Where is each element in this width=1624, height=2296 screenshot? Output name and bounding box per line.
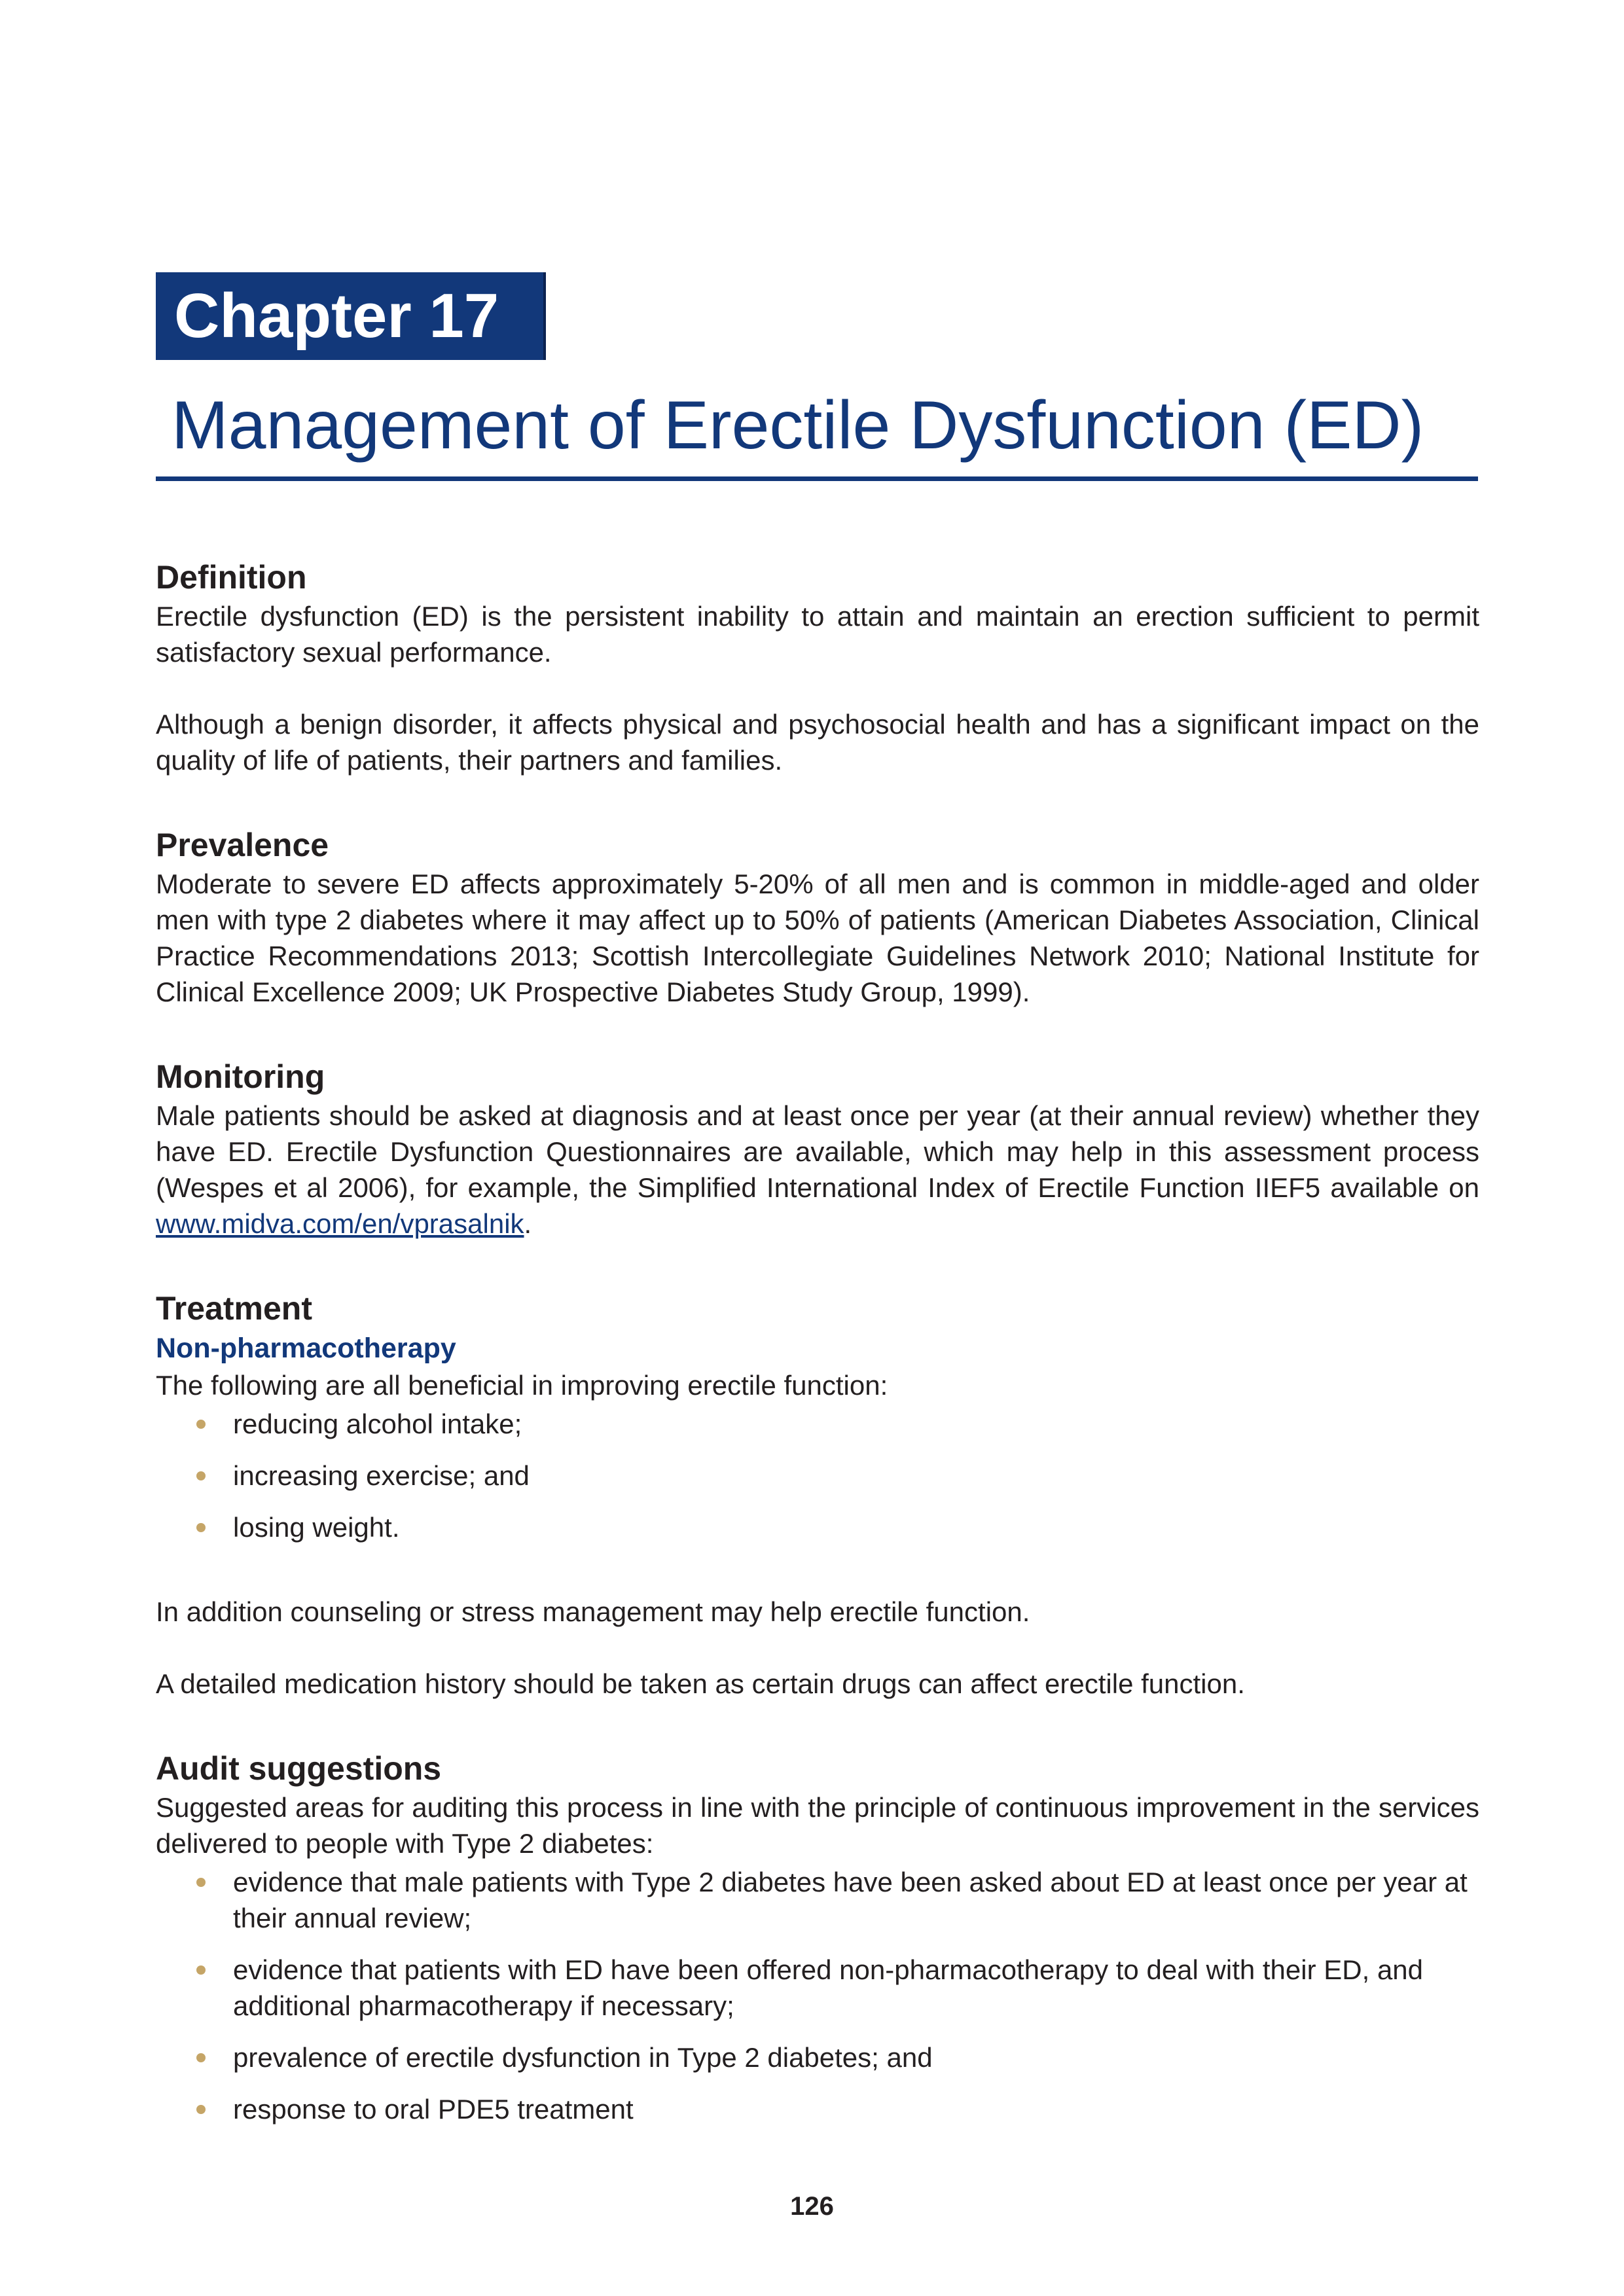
treatment-paragraph-2: In addition counseling or stress management may help erectile function. — [156, 1596, 1030, 1627]
chapter-title: Management of Erectile Dysfunction (ED) — [171, 387, 1424, 463]
prevalence-heading: Prevalence — [156, 827, 329, 863]
definition-paragraph-1: Erectile dysfunction (ED) is the persistent inability to attain and maintain an erection sufficient to permit satisfactory sexual performance. — [156, 601, 1479, 668]
monitoring-heading: Monitoring — [156, 1058, 325, 1095]
bullet-icon — [196, 1471, 206, 1480]
treatment-intro: The following are all beneficial in improving erectile function: — [156, 1370, 888, 1401]
page-number: 126 — [790, 2192, 834, 2221]
monitoring-paragraph — [156, 1098, 1479, 1242]
bullet-icon — [196, 1420, 206, 1429]
definition-paragraph-2: Although a benign disorder, it affects physical and psychosocial health and has a significant impact on the quality of life of patients, their partners and families. — [156, 709, 1479, 776]
audit-heading: Audit suggestions — [156, 1750, 442, 1787]
bullet-icon — [196, 1523, 206, 1532]
monitoring-text-end: . — [524, 1208, 532, 1239]
prevalence-paragraph: Moderate to severe ED affects approximately 5-20% of all men and is common in middle-aged and older men with type 2 diabetes where it may affect up to 50% of patients (American Diabetes Association, Clinical Practice Recommendations 2013; Scottish Intercollegiate Guidelines Network 2010; National Institute for Clinical Excellence 2009; UK Prospective Diabetes Study Group, 1999). — [156, 869, 1479, 1007]
audit-intro: Suggested areas for auditing this process in line with the principle of continuous improvement in the services delivered to people with Type 2 diabetes: — [156, 1792, 1479, 1859]
bullet-icon — [196, 1965, 206, 1975]
non-pharmacotherapy-subheading: Non-pharmacotherapy — [156, 1333, 456, 1364]
list-item: prevalence of erectile dysfunction in Type 2 diabetes; and — [156, 2039, 1479, 2075]
title-rule — [156, 476, 1478, 481]
list-item: increasing exercise; and — [156, 1458, 1479, 1494]
treatment-paragraph-3: A detailed medication history should be taken as certain drugs can affect erectile function. — [156, 1668, 1245, 1699]
bullet-icon — [196, 1878, 206, 1887]
questionnaire-link[interactable]: www.midva.com/en/vprasalnik — [156, 1208, 524, 1239]
treatment-bullet-list — [156, 1406, 1479, 1545]
list-item: response to oral PDE5 treatment — [156, 2091, 1479, 2127]
main-content — [156, 556, 1479, 2143]
treatment-heading: Treatment — [156, 1290, 312, 1327]
bullet-icon — [196, 2105, 206, 2114]
chapter-badge: Chapter 17 — [156, 272, 546, 360]
audit-bullet-list — [156, 1864, 1479, 2127]
monitoring-text: Male patients should be asked at diagnosis and at least once per year (at their annual review) whether they have ED. Erectile Dysfunction Questionnaires are available, which may help in this assessment process (Wespes et al 2006), for example, the Simplified International Index of Erectile Function IIEF5 available on — [156, 1100, 1479, 1203]
list-item: reducing alcohol intake; — [156, 1406, 1479, 1442]
list-item: evidence that male patients with Type 2 diabetes have been asked about ED at least once per year at their annual review; — [156, 1864, 1479, 1936]
definition-heading: Definition — [156, 559, 307, 596]
list-item: losing weight. — [156, 1509, 1479, 1545]
list-item: evidence that patients with ED have been offered non-pharmacotherapy to deal with their ED, and additional pharmacotherapy if necessary; — [156, 1952, 1479, 2024]
bullet-icon — [196, 2053, 206, 2062]
